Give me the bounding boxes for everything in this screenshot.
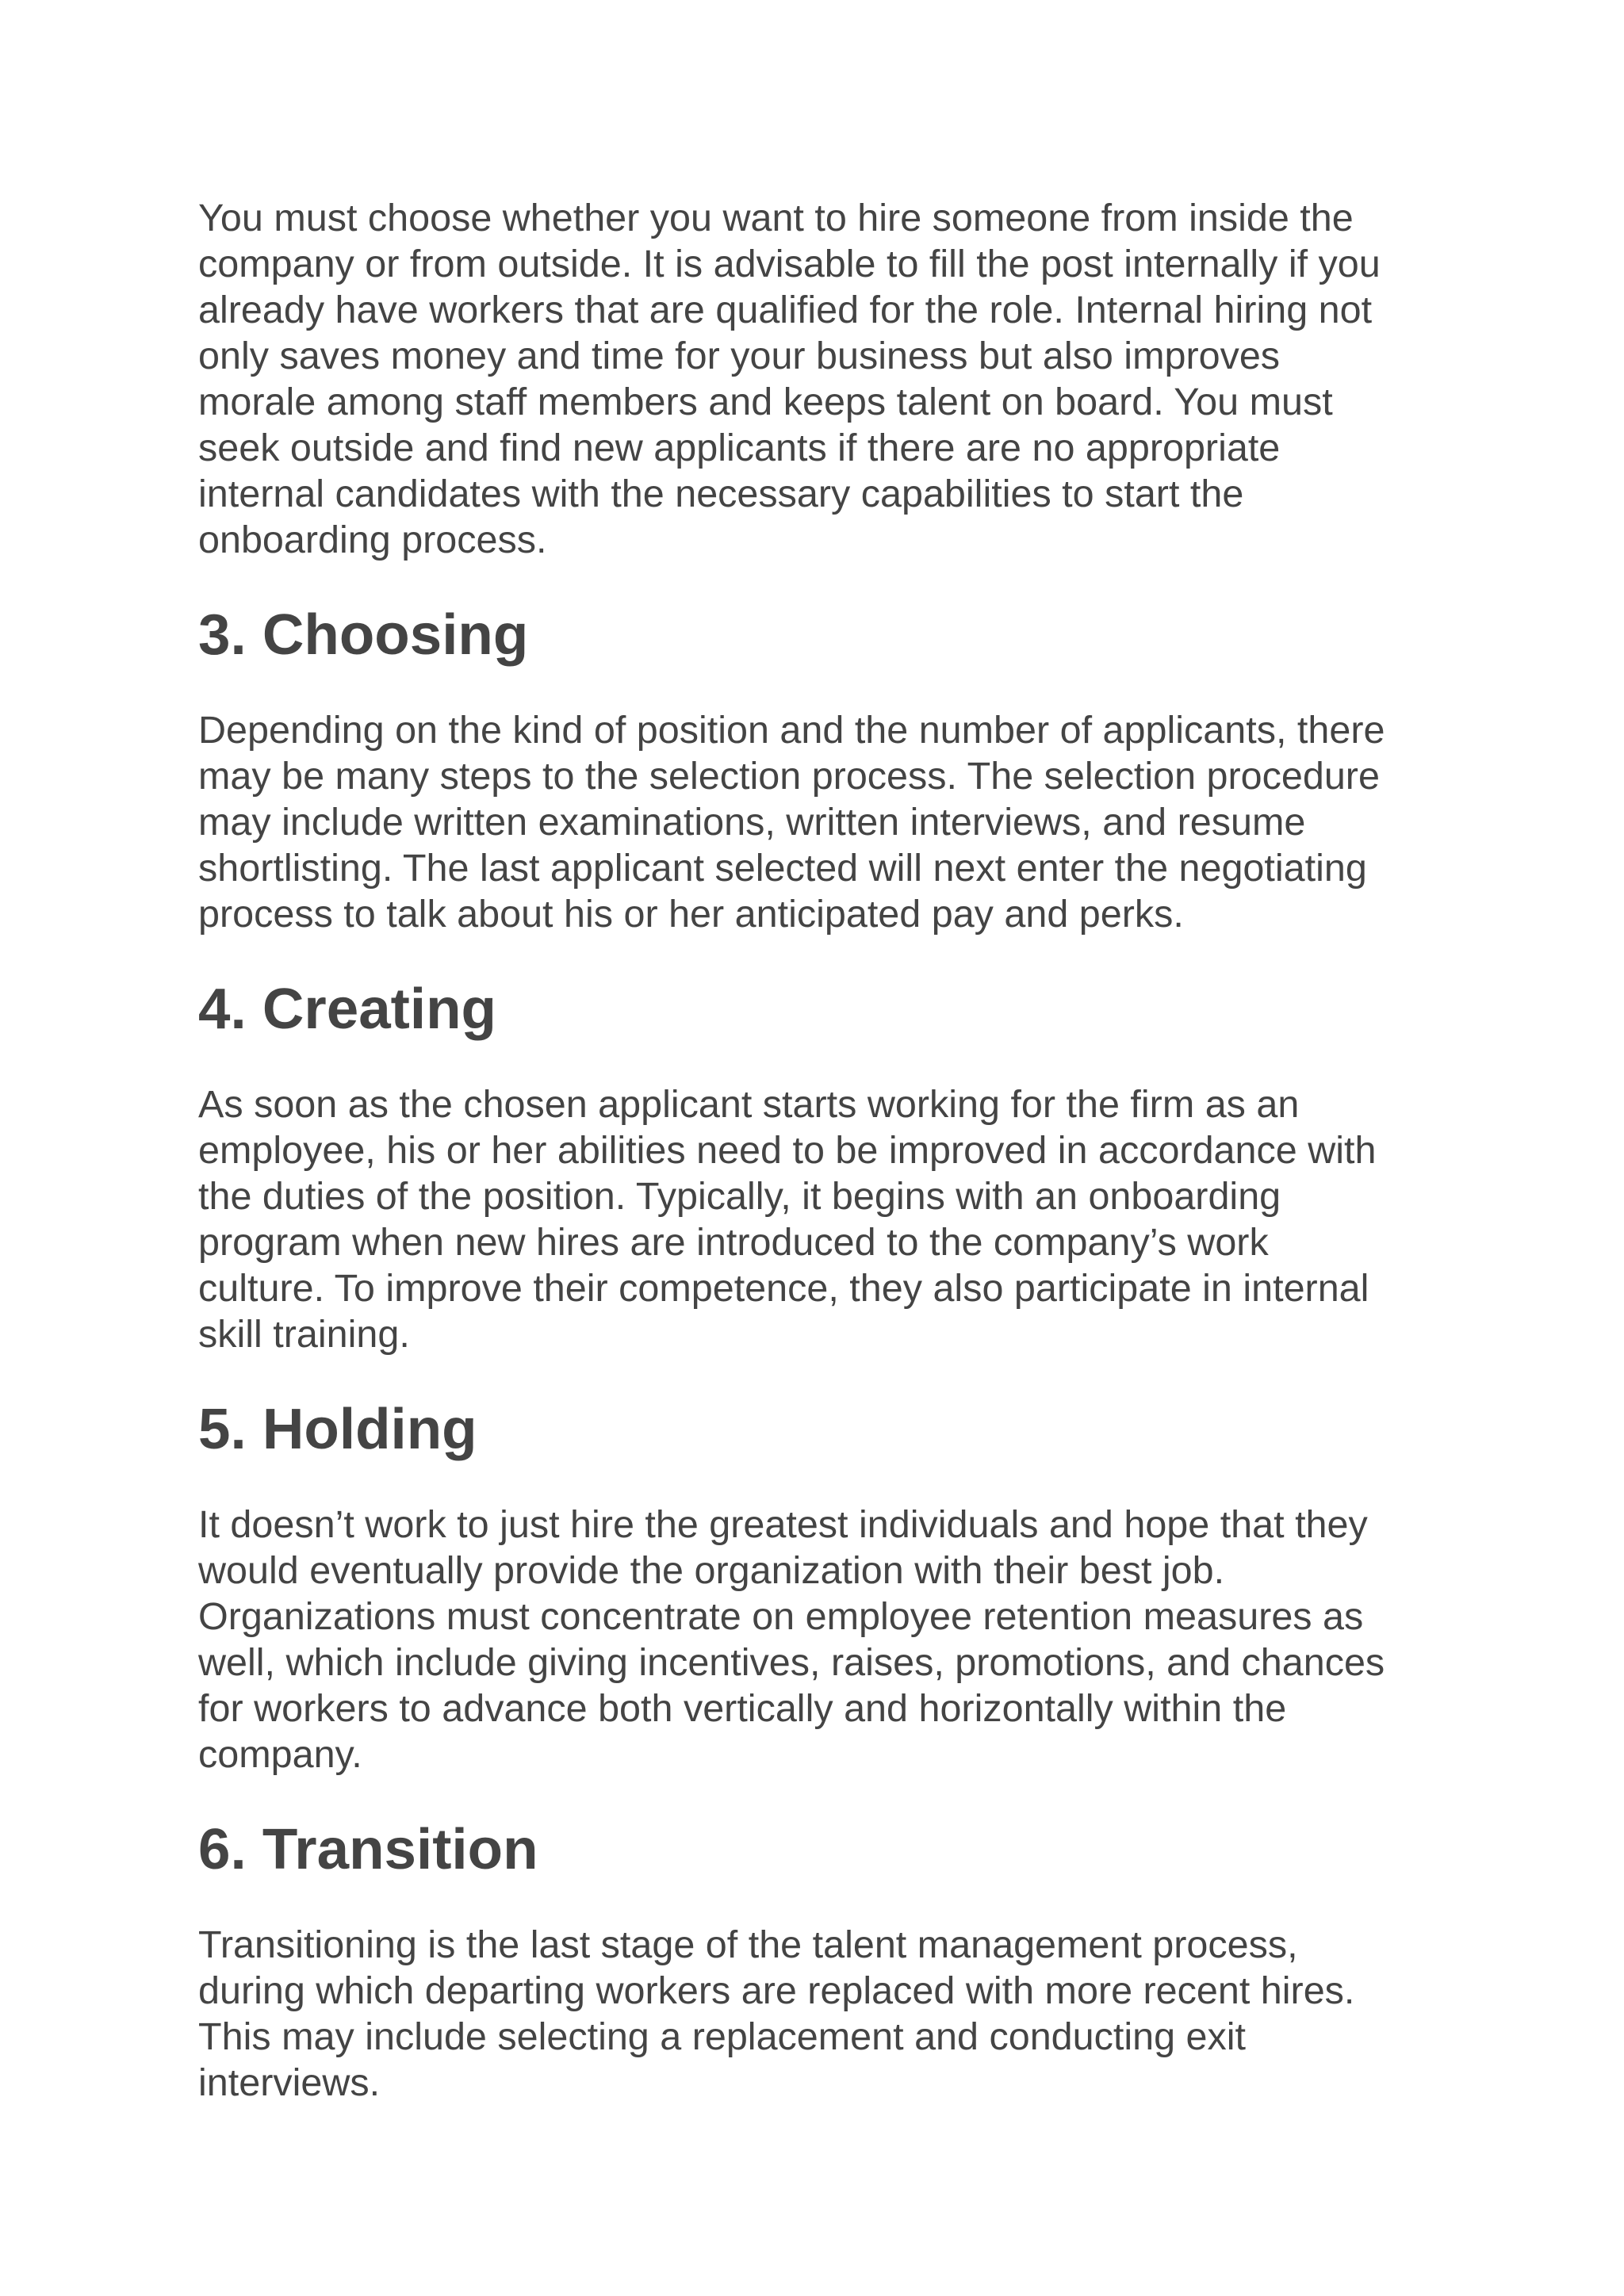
section-heading-creating: 4. Creating [198, 977, 496, 1041]
section-paragraph-choosing: Depending on the kind of position and the number of applicants, there may be many steps to the selection process. The selection procedure may include written examinations, written interviews, and resume shortlisting. The last applicant selected will next enter the negotiating process to talk about his or her anticipated pay and perks. [198, 709, 1385, 936]
document-page [198, 195, 1459, 2106]
section-paragraph-transition: Transitioning is the last stage of the talent management process, during which departing workers are replaced with more recent hires. This may include selecting a replacement and conducting exit interviews. [198, 1923, 1355, 2104]
section-heading-choosing: 3. Choosing [198, 603, 529, 667]
section-paragraph-creating: As soon as the chosen applicant starts working for the firm as an employee, his or her abilities need to be improved in accordance with the duties of the position. Typically, it begins with an onboarding program when new hires are introduced to the company’s work culture. To improve their competence, they also participate in internal skill training. [198, 1083, 1377, 1356]
intro-paragraph: You must choose whether you want to hire someone from inside the company or from outside. It is advisable to fill the post internally if you already have workers that are qualified for the role. Internal hiring not only saves money and time for your business but also improves morale among staff members and keeps talent on board. You must seek outside and find new applicants if there are no appropriate internal candidates with the necessary capabilities to start the onboarding process. [198, 197, 1381, 561]
section-heading-holding: 5. Holding [198, 1397, 477, 1461]
section-paragraph-holding: It doesn’t work to just hire the greatest individuals and hope that they would eventually provide the organization with their best job. Organizations must concentrate on employee retention measures as well, which include giving incentives, raises, promotions, and chances for workers to advance both vertically and horizontally within the company. [198, 1503, 1385, 1776]
section-heading-transition: 6. Transition [198, 1817, 538, 1881]
